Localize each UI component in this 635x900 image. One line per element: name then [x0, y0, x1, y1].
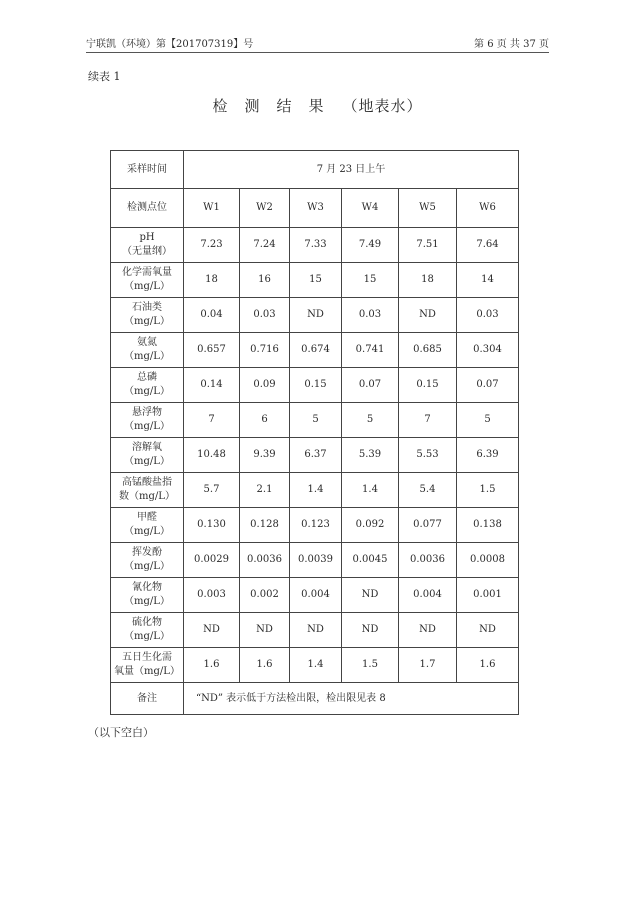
table-row: [111, 648, 519, 683]
value-cell: 0.128: [240, 508, 290, 543]
parameter-cell: [111, 508, 184, 543]
value-cell: 6: [240, 403, 290, 438]
parameter-name: 化学需氧量: [122, 267, 172, 278]
parameter-unit: 数（mg/L）: [119, 491, 175, 502]
value-cell: 7.23: [184, 228, 240, 263]
parameter-cell: [111, 298, 184, 333]
points-row: [111, 189, 519, 228]
value-cell: 0.002: [240, 578, 290, 613]
value-cell: 7.64: [457, 228, 519, 263]
value-cell: 0.03: [342, 298, 399, 333]
parameter-unit: （mg/L）: [124, 316, 170, 327]
value-cell: 0.03: [457, 298, 519, 333]
parameter-unit: （mg/L）: [124, 386, 170, 397]
value-cell: ND: [399, 613, 457, 648]
value-cell: 0.04: [184, 298, 240, 333]
table-row: [111, 333, 519, 368]
value-cell: 2.1: [240, 473, 290, 508]
parameter-cell: [111, 543, 184, 578]
parameter-unit: （mg/L）: [124, 631, 170, 642]
page-title: [0, 96, 635, 116]
title-sub: （地表水）: [342, 97, 423, 115]
value-cell: 0.0029: [184, 543, 240, 578]
value-cell: 0.304: [457, 333, 519, 368]
value-cell: 5: [457, 403, 519, 438]
parameter-name: 硫化物: [132, 617, 162, 628]
value-cell: 5.7: [184, 473, 240, 508]
point-header: W2: [240, 189, 290, 228]
value-cell: 0.0039: [290, 543, 342, 578]
value-cell: 6.39: [457, 438, 519, 473]
value-cell: ND: [399, 298, 457, 333]
value-cell: 7.49: [342, 228, 399, 263]
point-header: W1: [184, 189, 240, 228]
value-cell: 5.53: [399, 438, 457, 473]
value-cell: 0.138: [457, 508, 519, 543]
parameter-cell: [111, 613, 184, 648]
value-cell: 0.09: [240, 368, 290, 403]
report-number: 宁联凯（环境）第【20170731​9】号: [86, 39, 254, 50]
value-cell: 0.716: [240, 333, 290, 368]
value-cell: 5.39: [342, 438, 399, 473]
value-cell: 0.004: [399, 578, 457, 613]
value-cell: 0.0036: [240, 543, 290, 578]
value-cell: 14: [457, 263, 519, 298]
value-cell: 7.24: [240, 228, 290, 263]
value-cell: ND: [342, 578, 399, 613]
value-cell: 18: [184, 263, 240, 298]
value-cell: 0.15: [290, 368, 342, 403]
value-cell: 0.741: [342, 333, 399, 368]
value-cell: 10.48: [184, 438, 240, 473]
parameter-name: 甲醛: [137, 512, 157, 523]
value-cell: 15: [342, 263, 399, 298]
parameter-unit: （mg/L）: [124, 421, 170, 432]
page-header: [86, 38, 549, 52]
parameter-unit: （mg/L）: [124, 281, 170, 292]
value-cell: 0.15: [399, 368, 457, 403]
parameter-name: 氨氮: [137, 337, 157, 348]
parameter-unit: （mg/L）: [124, 351, 170, 362]
parameter-name: 溶解氧: [132, 442, 162, 453]
value-cell: 0.0008: [457, 543, 519, 578]
value-cell: 0.07: [342, 368, 399, 403]
value-cell: 1.5: [342, 648, 399, 683]
value-cell: 1.6: [184, 648, 240, 683]
point-header: W6: [457, 189, 519, 228]
value-cell: 0.123: [290, 508, 342, 543]
sampling-time-label: 采样时间: [111, 151, 184, 189]
value-cell: 1.6: [240, 648, 290, 683]
parameter-name: 悬浮物: [132, 407, 162, 418]
continued-label: 续表 1: [88, 70, 121, 83]
value-cell: 16: [240, 263, 290, 298]
table-row: [111, 613, 519, 648]
parameter-unit: （mg/L）: [124, 526, 170, 537]
parameter-unit: （无量纲）: [122, 246, 172, 257]
page-info: 第 6 页 共 37 页: [474, 39, 549, 50]
parameter-cell: [111, 333, 184, 368]
table-row: [111, 578, 519, 613]
value-cell: 0.657: [184, 333, 240, 368]
parameter-unit: 氧量（mg/L）: [114, 666, 180, 677]
note-label: 备注: [111, 683, 184, 715]
value-cell: 15: [290, 263, 342, 298]
value-cell: 1.4: [290, 473, 342, 508]
value-cell: 6.37: [290, 438, 342, 473]
blank-below-note: （以下空白）: [88, 726, 154, 739]
point-header: W5: [399, 189, 457, 228]
table-row: [111, 403, 519, 438]
parameter-cell: [111, 438, 184, 473]
value-cell: 0.03: [240, 298, 290, 333]
table-row: [111, 438, 519, 473]
results-table: [110, 150, 519, 715]
value-cell: 5.4: [399, 473, 457, 508]
value-cell: 0.07: [457, 368, 519, 403]
value-cell: ND: [290, 613, 342, 648]
parameter-name: 石油类: [132, 302, 162, 313]
parameter-cell: [111, 368, 184, 403]
parameter-name: 总磷: [137, 372, 157, 383]
value-cell: 18: [399, 263, 457, 298]
value-cell: 0.685: [399, 333, 457, 368]
value-cell: 7: [399, 403, 457, 438]
sampling-time-value: 7 月 23 日上午: [184, 151, 519, 189]
table-row: [111, 298, 519, 333]
value-cell: ND: [342, 613, 399, 648]
header-divider: [86, 52, 549, 53]
note-row: [111, 683, 519, 715]
parameter-cell: [111, 228, 184, 263]
value-cell: ND: [290, 298, 342, 333]
sampling-time-row: [111, 151, 519, 189]
parameter-name: 挥发酚: [132, 547, 162, 558]
parameter-cell: [111, 578, 184, 613]
parameter-name: 氰化物: [132, 582, 162, 593]
value-cell: 0.14: [184, 368, 240, 403]
table-row: [111, 263, 519, 298]
parameter-cell: [111, 648, 184, 683]
value-cell: 0.001: [457, 578, 519, 613]
value-cell: 9.39: [240, 438, 290, 473]
value-cell: 7: [184, 403, 240, 438]
value-cell: 7.33: [290, 228, 342, 263]
value-cell: ND: [184, 613, 240, 648]
parameter-name: 高锰酸盐指: [122, 477, 172, 488]
parameter-cell: [111, 473, 184, 508]
value-cell: ND: [457, 613, 519, 648]
parameter-unit: （mg/L）: [124, 596, 170, 607]
title-main: 检 测 结 果: [212, 97, 325, 115]
value-cell: 0.004: [290, 578, 342, 613]
parameter-cell: [111, 263, 184, 298]
table-row: [111, 228, 519, 263]
value-cell: 1.4: [290, 648, 342, 683]
value-cell: 0.0036: [399, 543, 457, 578]
value-cell: 5: [342, 403, 399, 438]
note-text: “ND” 表示低于方法检出限，检出限见表 8: [184, 683, 519, 715]
points-label: 检测点位: [111, 189, 184, 228]
value-cell: 1.6: [457, 648, 519, 683]
value-cell: 0.0045: [342, 543, 399, 578]
point-header: W3: [290, 189, 342, 228]
value-cell: 0.077: [399, 508, 457, 543]
value-cell: 5: [290, 403, 342, 438]
value-cell: 0.674: [290, 333, 342, 368]
table-row: [111, 473, 519, 508]
parameter-unit: （mg/L）: [124, 561, 170, 572]
table-row: [111, 368, 519, 403]
value-cell: 0.130: [184, 508, 240, 543]
value-cell: 0.092: [342, 508, 399, 543]
value-cell: 1.7: [399, 648, 457, 683]
table-row: [111, 543, 519, 578]
parameter-cell: [111, 403, 184, 438]
parameter-unit: （mg/L）: [124, 456, 170, 467]
value-cell: 1.4: [342, 473, 399, 508]
point-header: W4: [342, 189, 399, 228]
value-cell: 1.5: [457, 473, 519, 508]
value-cell: ND: [240, 613, 290, 648]
parameter-name: 五日生化需: [122, 652, 172, 663]
value-cell: 7.51: [399, 228, 457, 263]
value-cell: 0.003: [184, 578, 240, 613]
table-row: [111, 508, 519, 543]
parameter-name: pH: [139, 232, 155, 243]
